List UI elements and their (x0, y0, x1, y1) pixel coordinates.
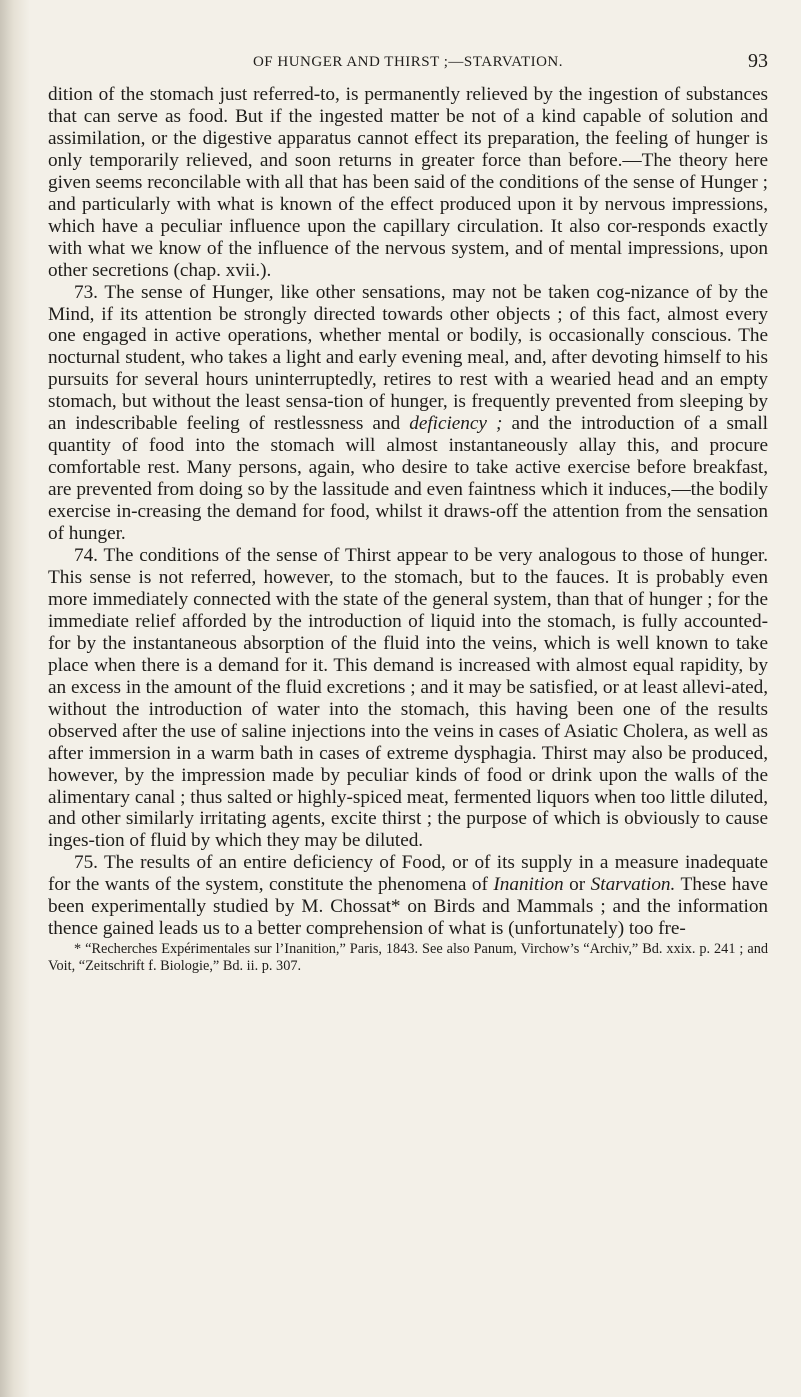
text-run: 74. The conditions of the sense of Thirst appear to be very analogous to those of hunger. This sense is not referred, however, to the stomach, but to the fauces. It is probably even more immediately connected with the state of the general system, than that of hunger ; for the immediate relief afforded by the introduction of liquid into the stomach, is fully accounted-for by the instantaneous absorption of the fluid into the veins, which is well known to take place when there is a demand for it. This demand is increased with almost equal rapidity, by an excess in the amount of the fluid excretions ; and it may be satisfied, or at least allevi-ated, without the introduction of water into the stomach, this having been one of the results observed after the use of saline injections into the veins in cases of Asiatic Cholera, as well as after immersion in a warm bath in cases of extreme dysphagia. Thirst may also be produced, however, by the impression made by peculiar kinds of food or drink upon the walls of the alimentary canal ; thus salted or highly-spiced meat, fermented liquors when too little diluted, and other similarly irritating agents, excite thirst ; the purpose of which is obviously to cause inges-tion of fluid by which they may be diluted. (48, 545, 768, 852)
page-header (48, 50, 768, 84)
italic-text: deficiency ; (409, 413, 503, 435)
footnote: * “Recherches Expérimentales sur l’Inanition,” Paris, 1843. See also Panum, Virchow’s “Archiv,” Bd. xxix. p. 241 ; and Voit, “Zeitschrift f. Biologie,” Bd. ii. p. 307. (48, 941, 768, 975)
paragraph-75 (48, 852, 768, 940)
paragraph-continuation (48, 84, 768, 282)
text-run: and the introduction of a small quantity of food into the stomach will almost instantaneously allay this, and procure comfortable rest. Many persons, again, who desire to take active exercise before breakfast, are prevented from doing so by the lassitude and even faintness which it induces,—the bodily exercise in-creasing the demand for food, whilst it draws-off the attention from the sensation of hunger. (48, 413, 768, 545)
text-run: 73. The sense of Hunger, like other sensations, may not be taken cog-nizance of by the Mind, if its attention be strongly directed towards other objects ; of this fact, almost every one engaged in active operations, whether mental or bodily, is occasionally conscious. The nocturnal student, who takes a light and early evening meal, and, after devoting himself to his pursuits for several hours uninterruptedly, retires to rest with a wearied head and an empty stomach, but without the least sensa-tion of hunger, is frequently prevented from sleeping by an indescribable feeling of restlessness and (48, 281, 768, 435)
running-title: OF HUNGER AND THIRST ;—STARVATION. (252, 54, 564, 70)
page-body (48, 84, 768, 940)
text-run: dition of the stomach just referred-to, is permanently relieved by the ingestion of substances that can serve as food. But if the ingested matter be not of a kind capable of solution and assimilation, or the digestive apparatus cannot effect its preparation, the feeling of hunger is only temporarily relieved, and soon returns in greater force than before.—The theory here given seems reconcilable with all that has been said of the conditions of the sense of Hunger ; and particularly with what is known of the effect produced upon it by nervous impressions, which have a peculiar influence upon the capillary circulation. It also cor-responds exactly with what we know of the influence of the nervous system, and of mental impressions, upon other secretions (chap. xvii.). (48, 84, 768, 281)
paragraph-73 (48, 282, 768, 545)
text-run: These have been experimentally studied by M. Chossat* on Birds and Mammals ; and the information thence gained leads us to a better comprehension of what is (unfortunately) too fre- (48, 874, 768, 940)
book-page (48, 50, 768, 975)
text-run: or (563, 874, 591, 896)
page-number: 93 (748, 50, 768, 72)
italic-text: Inanition (493, 874, 564, 896)
text-run: 75. The results of an entire deficiency of Food, or of its supply in a measure inadequate for the wants of the system, constitute the phenomena of (48, 852, 768, 896)
book-spine-shadow (0, 0, 30, 1397)
paragraph-74 (48, 545, 768, 852)
italic-text: Starvation. (590, 874, 676, 896)
